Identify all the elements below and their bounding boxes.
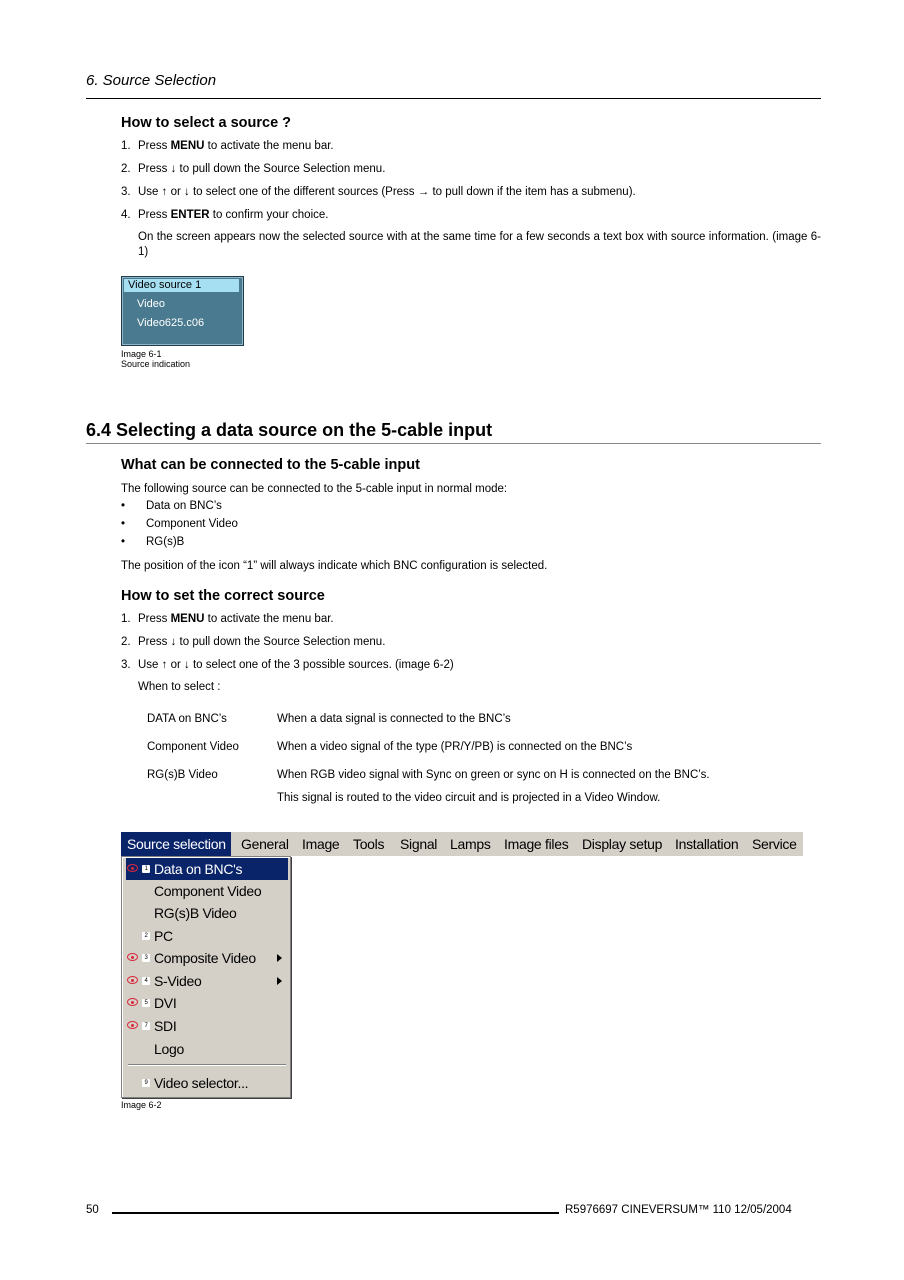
source-number-icon: 4: [142, 977, 150, 985]
page-number: 50: [86, 1204, 99, 1216]
source-info-note: On the screen appears now the selected source with at the same time for a few seconds a text box with source information. (image 6-1): [138, 231, 821, 258]
dropdown-item-video-selector[interactable]: 9 Video selector...: [126, 1072, 288, 1094]
subsection-title-set-source: How to set the correct source: [121, 588, 325, 604]
dropdown-item-rgsb-video[interactable]: RG(s)B Video: [154, 905, 237, 921]
when-to-select-label: When to select :: [138, 681, 221, 693]
dropdown-item-component-video[interactable]: Component Video: [154, 883, 262, 899]
dropdown-item-pc[interactable]: 2 PC: [126, 925, 288, 947]
source-number-icon: 5: [142, 999, 150, 1007]
source-box-header: Video source 1: [124, 279, 239, 292]
menu-image[interactable]: Image: [302, 836, 340, 852]
dropdown-item-data-on-bncs[interactable]: 1 Data on BNC's: [126, 858, 288, 880]
menu-display-setup[interactable]: Display setup: [582, 836, 663, 852]
chapter-header: 6. Source Selection: [86, 72, 217, 89]
source-selection-dropdown: [121, 856, 291, 1098]
source-number-icon: 9: [142, 1079, 150, 1087]
source-number-icon: 1: [142, 865, 150, 873]
step-item: 2. Press ↓ to pull down the Source Selection menu.: [121, 163, 386, 175]
step-item: 3. Use ↑ or ↓ to select one of the 3 possible sources. (image 6-2): [121, 659, 454, 671]
menu-tools[interactable]: Tools: [353, 836, 385, 852]
menu-image-files[interactable]: Image files: [504, 836, 569, 852]
source-box-line: Video625.c06: [137, 317, 205, 329]
source-number-icon: 2: [142, 932, 150, 940]
menu-separator: [128, 1064, 286, 1066]
source-number-icon: 7: [142, 1022, 150, 1030]
eye-icon: [127, 998, 138, 1006]
step-item: 3. Use ↑ or ↓ to select one of the different sources (Press → to pull down if the item has a submenu).: [121, 186, 636, 198]
dropdown-item-composite-video[interactable]: 3 Composite Video: [126, 947, 288, 969]
submenu-arrow-icon: [277, 977, 282, 985]
icon-position-note: The position of the icon “1” will always indicate which BNC configuration is selected.: [121, 560, 548, 572]
subsection-title-connect: What can be connected to the 5-cable input: [121, 457, 420, 473]
section-title-select-source: How to select a source ?: [121, 115, 292, 131]
menu-source-selection[interactable]: Source selection: [121, 832, 231, 856]
connect-intro: The following source can be connected to the 5-cable input in normal mode:: [121, 483, 508, 495]
eye-icon: [127, 976, 138, 984]
dropdown-item-sdi[interactable]: 7 SDI: [126, 1015, 288, 1037]
image-caption: Image 6-1: [121, 349, 162, 359]
menu-lamps[interactable]: Lamps: [450, 836, 491, 852]
dropdown-item-s-video[interactable]: 4 S-Video: [126, 970, 288, 992]
table-label: DATA on BNC’s: [147, 713, 227, 725]
chapter-rule: [86, 98, 821, 99]
image-caption: Image 6-2: [121, 1100, 162, 1110]
dropdown-item-dvi[interactable]: 5 DVI: [126, 992, 288, 1014]
source-box-line: Video: [137, 298, 165, 310]
footer-doc-info: R5976697 CINEVERSUM™ 110 12/05/2004: [565, 1204, 792, 1216]
section-rule: [86, 443, 821, 444]
menu-installation[interactable]: Installation: [675, 836, 739, 852]
step-item: 2. Press ↓ to pull down the Source Selection menu.: [121, 636, 386, 648]
table-desc: When a data signal is connected to the BNC’s: [277, 713, 511, 725]
step-item: 1. Press MENU to activate the menu bar.: [121, 613, 334, 625]
table-desc: When a video signal of the type (PR/Y/PB) is connected on the BNC’s: [277, 741, 633, 753]
section-heading: 6.4 Selecting a data source on the 5-cable input: [86, 420, 493, 440]
table-label: Component Video: [147, 741, 239, 753]
menu-general[interactable]: General: [241, 836, 289, 852]
submenu-arrow-icon: [277, 954, 282, 962]
image-caption-subtitle: Source indication: [121, 359, 191, 369]
eye-icon: [127, 1021, 138, 1029]
eye-icon: [127, 864, 138, 872]
source-number-icon: 3: [142, 954, 150, 962]
step-item: 1. Press MENU to activate the menu bar.: [121, 140, 334, 152]
step-item: 4. Press ENTER to confirm your choice.: [121, 209, 329, 221]
table-label: RG(s)B Video: [147, 769, 218, 781]
select-source-steps: [121, 139, 821, 231]
table-desc-continued: This signal is routed to the video circuit and is projected in a Video Window.: [277, 792, 661, 804]
menu-bar: [121, 832, 803, 856]
table-desc: When RGB video signal with Sync on green or sync on H is connected on the BNC’s.: [277, 769, 710, 781]
menu-service[interactable]: Service: [752, 836, 797, 852]
set-source-steps: [121, 612, 821, 681]
footer-rule: [112, 1212, 559, 1214]
dropdown-item-logo[interactable]: Logo: [154, 1041, 184, 1057]
source-indication-box: [121, 276, 244, 346]
menu-signal[interactable]: Signal: [400, 836, 438, 852]
eye-icon: [127, 953, 138, 961]
